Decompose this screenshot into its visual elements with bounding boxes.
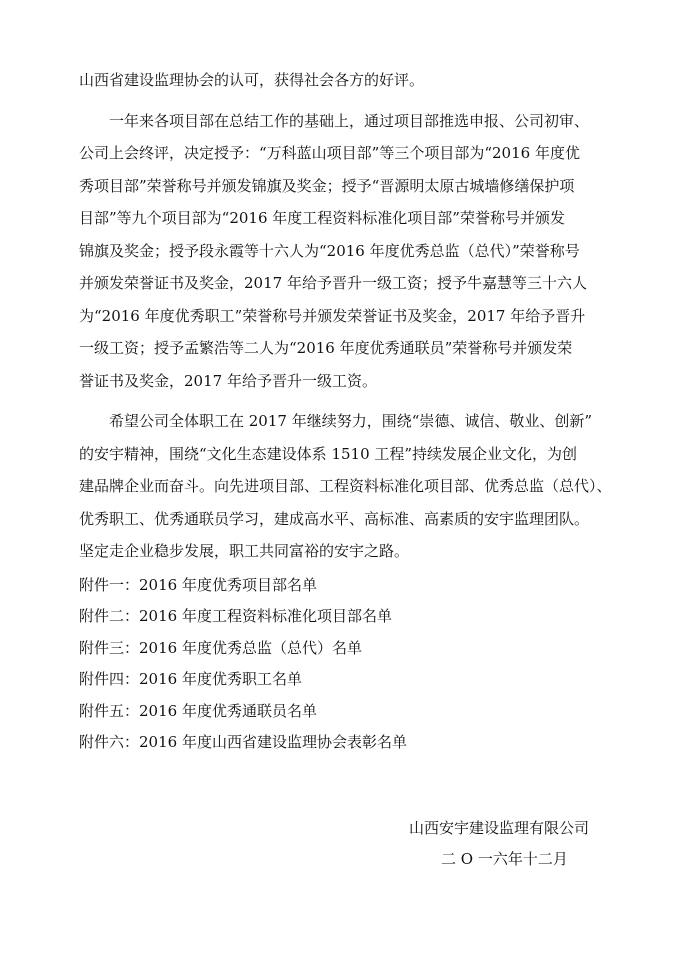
text-line: 希望公司全体职工在 2017 年继续努力，围绕“崇德、诚信、敬业、创新” [109,412,593,430]
text-line: 并颁发荣誉证书及奖金，2017 年给予晋升一级工资；授予牛嘉慧等三十六人 [79,274,587,292]
text-line: 一年来各项目部在总结工作的基础上，通过项目部推选申报、公司初审、 [109,111,590,130]
text-line: 锦旗及奖金；授予段永霞等十六人为“2016 年度优秀总监（总代）”荣誉称号 [79,241,580,260]
text-line: 誉证书及奖金，2017 年给予晋升一级工资。 [79,371,377,390]
attachment-item: 附件二：2016 年度工程资料标准化项目部名单 [79,607,392,625]
text-line: 为“2016 年度优秀职工”荣誉称号并颁发荣誉证书及奖金，2017 年给予晋升 [79,306,586,325]
text-line: 坚定走企业稳步发展，职工共同富裕的安宇之路。 [79,542,410,560]
attachment-list [79,570,616,759]
attachment-item: 附件三：2016 年度优秀总监（总代）名单 [79,638,362,657]
text-line: 公司上会终评，决定授予：“万科蓝山项目部”等三个项目部为“2016 年度优 [79,144,580,162]
signature-company: 山西安宇建设监理有限公司 [409,819,590,837]
text-line: 山西省建设监理协会的认可，获得社会各方的好评。 [79,71,425,89]
paragraph-hopes [79,405,616,568]
text-line: 建品牌企业而奋斗。向先进项目部、工程资料标准化项目部、优秀总监（总代）、 [79,477,612,495]
attachment-item: 附件五：2016 年度优秀通联员名单 [79,701,317,720]
attachment-item: 附件四：2016 年度优秀职工名单 [79,670,302,688]
paragraph-continuation [79,64,616,97]
text-line: 秀项目部”荣誉称号并颁发锦旗及奖金；授予“晋源明太原古城墙修缮保护项 [79,176,575,195]
text-line: 的安宇精神，围绕“文化生态建设体系 1510 工程”持续发展企业文化，为创 [79,444,578,463]
attachment-item: 附件六：2016 年度山西省建设监理协会表彰名单 [79,733,407,751]
paragraph-awards [79,105,616,398]
signature-date: 二 O 一六年十二月 [441,850,568,868]
text-line: 优秀职工、优秀通联员学习，建成高水平、高标准、高素质的安宇监理团队。 [79,509,590,528]
text-line: 一级工资；授予孟繁浩等二人为“2016 年度优秀通联员”荣誉称号并颁发荣 [79,339,573,357]
text-line: 目部”等九个项目部为“2016 年度工程资料标准化项目部”荣誉称号并颁发 [79,209,565,227]
document-page [79,64,616,759]
attachment-item: 附件一：2016 年度优秀项目部名单 [79,575,317,594]
